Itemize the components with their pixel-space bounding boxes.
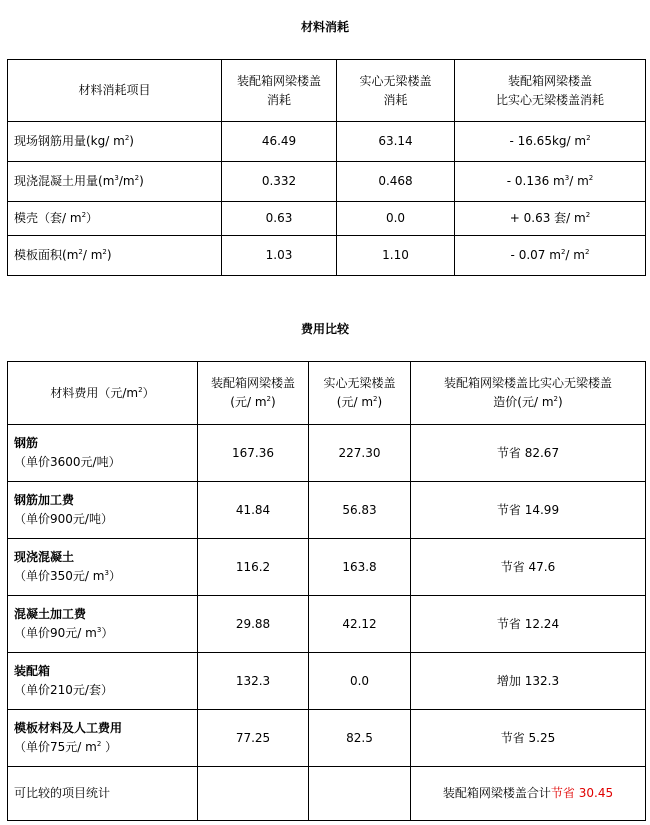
row-value-2: 82.5 [309,710,411,767]
row-value-3: 增加 132.3 [411,653,646,710]
header-col3: 装配箱网梁楼盖 比实心无梁楼盖消耗 [455,60,646,122]
row-item: 现浇混凝土 （单价350元/ $m^3$） [8,539,198,596]
row-value-2: 1.10 [337,236,455,276]
table-row [8,122,646,162]
row-value-3: 节省 12.24 [411,596,646,653]
row-value-3: 节省 82.67 [411,425,646,482]
row-value-3: - 16.65kg/ $m^2$ [455,122,646,162]
row-item: 模板材料及人工费用 （单价75元/ $m^2$ ） [8,710,198,767]
row-value-1: 77.25 [198,710,309,767]
row-value-3: - 0.07 $m^2/$ $m^2$ [455,236,646,276]
row-item: 现浇混凝土用量$(m^3/m^2)$ [8,162,222,202]
row-value-1: 0.63 [222,202,337,236]
row-value-3: 节省 14.99 [411,482,646,539]
header-col3: 装配箱网梁楼盖比实心无梁楼盖 造价(元/ $m^2$) [411,362,646,425]
header-col2: 实心无梁楼盖 消耗 [337,60,455,122]
summary-empty-1 [198,767,309,821]
summary-empty-2 [309,767,411,821]
table2-header-row [8,362,646,425]
row-value-2: 0.0 [337,202,455,236]
row-value-2: 56.83 [309,482,411,539]
table-row [8,653,646,710]
table-row [8,482,646,539]
table-row [8,425,646,482]
table-row [8,596,646,653]
summary-label: 可比较的项目统计 [8,767,198,821]
row-value-2: 163.8 [309,539,411,596]
summary-total-value: 节省 30.45 [550,786,614,800]
summary-total: 装配箱网梁楼盖合计节省 30.45 [411,767,646,821]
table-row [8,539,646,596]
row-value-1: 46.49 [222,122,337,162]
row-item: 现场钢筋用量(kg/ $m^2$) [8,122,222,162]
row-value-3: 节省 47.6 [411,539,646,596]
row-item: 装配箱 （单价210元/套） [8,653,198,710]
table1-header-row [8,60,646,122]
row-item: 模板面积($m^2/$ $m^2$) [8,236,222,276]
header-item: 材料费用（元$/m^2$） [8,362,198,425]
header-col1: 装配箱网梁楼盖 (元/ $m^2$) [198,362,309,425]
table-row [8,236,646,276]
row-value-1: 29.88 [198,596,309,653]
row-item: 钢筋加工费 （单价900元/吨） [8,482,198,539]
row-value-1: 116.2 [198,539,309,596]
cost-comparison-table [7,361,646,821]
row-value-1: 41.84 [198,482,309,539]
table-row [8,710,646,767]
header-item: 材料消耗项目 [8,60,222,122]
table-row [8,162,646,202]
row-value-3: 节省 5.25 [411,710,646,767]
summary-row [8,767,646,821]
table-row [8,202,646,236]
row-value-2: 42.12 [309,596,411,653]
row-value-2: 63.14 [337,122,455,162]
row-value-2: 0.0 [309,653,411,710]
table2-title: 费用比较 [300,322,349,336]
row-value-2: 227.30 [309,425,411,482]
header-col2: 实心无梁楼盖 (元/ $m^2$) [309,362,411,425]
row-value-1: 1.03 [222,236,337,276]
row-item: 模壳（套/ $m^2$） [8,202,222,236]
row-item: 混凝土加工费 （单价90元/ $m^3$） [8,596,198,653]
row-value-3: - 0.136 $m^3/$ $m^2$ [455,162,646,202]
row-item: 钢筋 （单价3600元/吨） [8,425,198,482]
row-value-1: 167.36 [198,425,309,482]
table1-title: 材料消耗 [300,20,349,34]
row-value-1: 132.3 [198,653,309,710]
material-consumption-table [7,59,646,276]
header-col1: 装配箱网梁楼盖 消耗 [222,60,337,122]
row-value-1: 0.332 [222,162,337,202]
row-value-3: + 0.63 套/ $m^2$ [455,202,646,236]
row-value-2: 0.468 [337,162,455,202]
